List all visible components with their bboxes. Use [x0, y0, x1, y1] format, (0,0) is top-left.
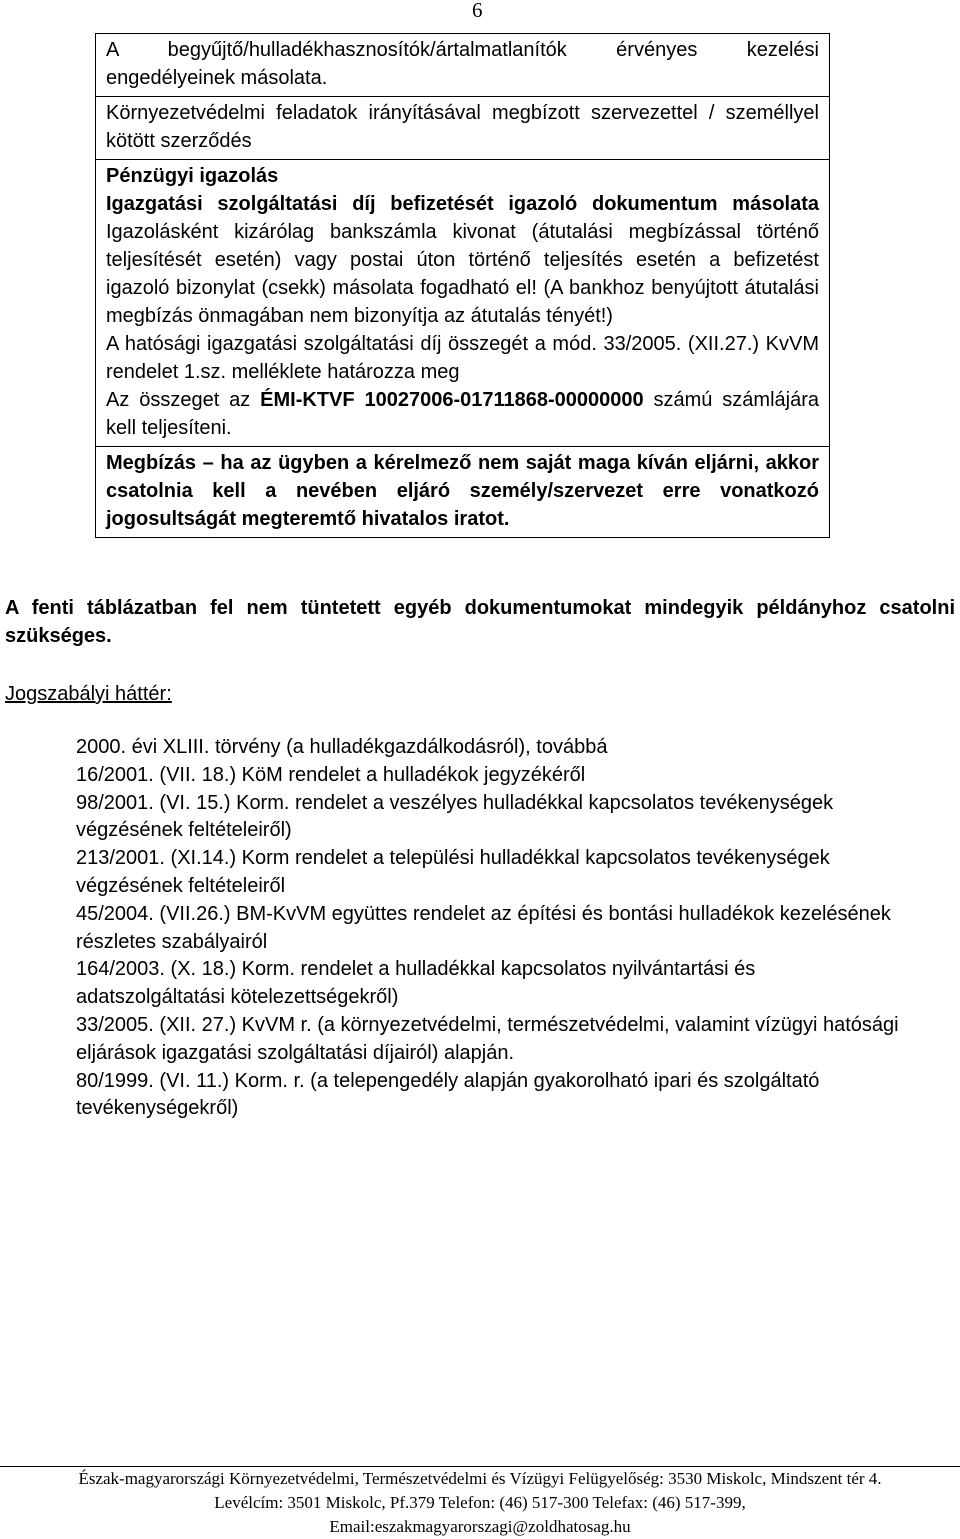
- payment-account-post: számú számlájára kell teljesíteni.: [106, 389, 819, 439]
- table-row: [96, 447, 830, 538]
- list-item: 33/2005. (XII. 27.) KvVM r. (a környezetvédelmi, természetvédelmi, valamint vízügyi hatósági eljárások igazgatási szolgáltatási díjairól) alapján.: [76, 1013, 899, 1064]
- attachment-note: A fenti táblázatban fel nem tüntetett egyéb dokumentumokat mindegyik példányhoz csatolni szükséges.: [5, 597, 955, 647]
- payment-account-text: [106, 386, 819, 442]
- contract-cell: Környezetvédelmi feladatok irányításával megbízott szervezettel / személlyel kötött szerződés: [96, 97, 830, 160]
- financial-proof-heading: Pénzügyi igazolás: [106, 165, 279, 187]
- required-documents-table: [95, 33, 830, 538]
- list-item: 45/2004. (VII.26.) BM-KvVM együttes rendelet az építési és bontási hulladékok kezelésének részletes szabályairól: [76, 902, 891, 953]
- fee-amount-text: A hatósági igazgatási szolgáltatási díj összegét a mód. 33/2005. (XII.27.) KvVM rendelet 1.sz. melléklete határozza meg: [106, 333, 819, 383]
- legal-reference-list: [76, 734, 906, 1123]
- footer-address: Észak-magyarországi Környezetvédelmi, Természetvédelmi és Vízügyi Felügyelőség: 3530 Miskolc, Mindszent tér 4.: [78, 1469, 882, 1488]
- payment-account-pre: Az összeget az: [106, 389, 261, 411]
- financial-proof-text: [106, 190, 819, 330]
- legal-background-heading: Jogszabályi háttér:: [5, 683, 172, 705]
- list-item: 2000. évi XLIII. törvény (a hulladékgazdálkodásról), továbbá: [76, 736, 608, 758]
- bank-account-number: ÉMI-KTVF 10027006-01711868-00000000: [260, 389, 644, 411]
- page-number: 6: [472, 0, 483, 22]
- footer-email: Email:eszakmagyarorszagi@zoldhatosag.hu: [329, 1517, 631, 1536]
- list-item: 213/2001. (XI.14.) Korm rendelet a települési hulladékkal kapcsolatos tevékenységek végzésének feltételeiről: [76, 847, 830, 897]
- fee-proof-details: Igazolásként kizárólag bankszámla kivonat (átutalási megbízással történő teljesítését esetén) vagy postai úton történő teljesítés esetén a befizetést igazoló bizonylat (csekk) másolata fogadható el! (A bankhoz benyújtott átutalási megbízás önmagában nem bizonyítja az átutalás tényét!): [106, 221, 819, 327]
- table-row: [96, 97, 830, 160]
- list-item: 80/1999. (VI. 11.) Korm. r. (a telepengedély alapján gyakorolható ipari és szolgáltató tevékenységekről): [76, 1069, 820, 1120]
- treatment-permits-cell: A begyűjtő/hulladékhasznosítók/ártalmatlanítók érvényes kezelési engedélyeinek másolata.: [96, 34, 830, 97]
- footer-contact: Levélcím: 3501 Miskolc, Pf.379 Telefon: (46) 517-300 Telefax: (46) 517-399,: [214, 1493, 746, 1512]
- page-footer: [0, 1466, 960, 1539]
- list-item: 16/2001. (VII. 18.) KöM rendelet a hulladékok jegyzékéről: [76, 763, 586, 786]
- authorization-cell: Megbízás – ha az ügyben a kérelmező nem saját maga kíván eljárni, akkor csatolnia kell a nevében eljáró személy/szervezet erre vonatkozó jogosultságát megteremtő hivatalos iratot.: [96, 447, 830, 538]
- table-row: [96, 160, 830, 447]
- list-item: 164/2003. (X. 18.) Korm. rendelet a hulladékkal kapcsolatos nyilvántartási és adatszolgáltatási kötelezettségekről): [76, 958, 756, 1009]
- financial-proof-cell: [96, 160, 830, 447]
- fee-proof-label: Igazgatási szolgáltatási díj befizetését igazoló dokumentum másolata: [106, 193, 819, 215]
- list-item: 98/2001. (VI. 15.) Korm. rendelet a veszélyes hulladékkal kapcsolatos tevékenységek végzésének feltételeiről): [76, 791, 834, 842]
- table-row: [96, 34, 830, 97]
